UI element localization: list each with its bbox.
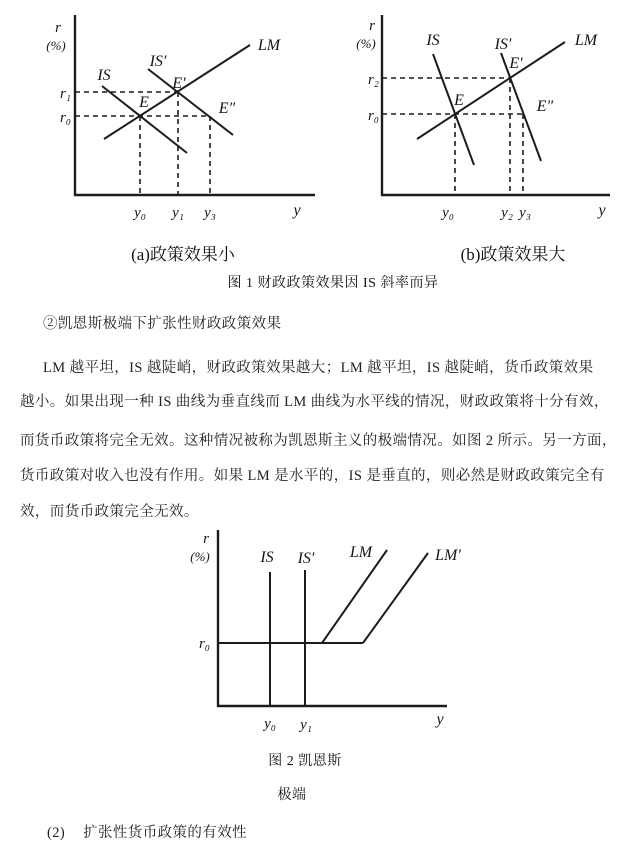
y3-tick-label: y₃ (204, 205, 216, 221)
section-number: (2) (47, 825, 66, 841)
is-shifted-label: IS′ (297, 550, 315, 567)
panel-b-caption: (b)政策效果大 (460, 245, 566, 264)
figure2-caption-line2: 极端 (277, 788, 307, 803)
lm-curve (417, 42, 565, 139)
section-heading: ②凯恩斯极端下扩张性财政政策效果 (43, 316, 282, 332)
panel-a-caption: (a)政策效果小 (131, 245, 235, 264)
y1-tick-label: y₁ (172, 205, 184, 221)
is-label: IS (260, 549, 274, 566)
y-axis-label: y (598, 202, 606, 219)
figure2-caption-line1: 图 2 凯恩斯 (268, 754, 342, 769)
r-axis-label: r (55, 20, 61, 36)
y3-tick-label: y₃ (519, 205, 531, 221)
point-e-label: E (454, 92, 464, 109)
r0-tick-label: r₀ (59, 110, 71, 126)
lm-label: LM (257, 37, 281, 54)
lm-shifted-curve (363, 553, 428, 643)
body-line: 越小。如果出现一种 IS 曲线为垂直线而 LM 曲线为水平线的情况，财政政策将十分有效， (20, 394, 609, 410)
r-axis-label: r (369, 18, 375, 34)
y-axis-label: y (293, 202, 301, 219)
percent-axis-label: (%) (190, 549, 210, 564)
point-e-prime-label: E′ (172, 75, 186, 92)
r-axis-label: r (203, 531, 209, 547)
y2-tick-label: y₂ (501, 205, 513, 221)
point-e-double-prime-label: E″ (536, 98, 554, 115)
body-line: LM 越平坦，IS 越陡峭，财政政策效果越大；LM 越平坦，IS 越陡峭，货币政策效果 (43, 360, 594, 376)
is-label: IS (426, 32, 440, 49)
is-shifted-label: IS′ (149, 53, 167, 70)
figure2-keynes-extreme (160, 525, 480, 740)
y0-tick-label: y₀ (264, 716, 276, 732)
point-e-label: E (139, 94, 149, 111)
r1-tick-label: r₁ (59, 86, 71, 102)
r0-tick-label: r₀ (367, 108, 379, 124)
body-line: 效，而货币政策完全无效。 (20, 504, 199, 520)
figure1-panel-b (330, 10, 631, 230)
lm-label: LM (574, 32, 598, 49)
y-axis-label: y (436, 711, 444, 728)
y1-tick-label: y₁ (300, 717, 312, 733)
is-curve (433, 54, 474, 165)
body-line: 货币政策对收入也没有作用。如果 LM 是水平的，IS 是垂直的，则必然是财政政策完全有 (20, 468, 605, 484)
is-label: IS (97, 67, 111, 84)
lm-label: LM (349, 544, 373, 561)
r2-tick-label: r₂ (367, 72, 379, 88)
is-shifted-label: IS′ (494, 36, 512, 53)
next-section-line (47, 821, 247, 842)
lm-curve (104, 45, 250, 139)
y0-tick-label: y₀ (134, 205, 146, 221)
figure1-caption: 图 1 财政政策效果因 IS 斜率而异 (227, 276, 439, 291)
figure1-panel-a (30, 10, 330, 230)
percent-axis-label: (%) (46, 38, 66, 53)
section-title: 扩张性货币政策的有效性 (83, 825, 248, 841)
r0-tick-label: r₀ (198, 636, 210, 652)
lm-shifted-label: LM′ (435, 547, 461, 564)
percent-axis-label: (%) (356, 36, 376, 51)
point-e-prime-label: E′ (509, 55, 523, 72)
body-line: 而货币政策将完全无效。这种情况被称为凯恩斯主义的极端情况。如图 2 所示。另一方面， (20, 433, 617, 449)
point-e-double-prime-label: E″ (218, 100, 236, 117)
lm-curve (322, 550, 387, 643)
y0-tick-label: y₀ (442, 205, 454, 221)
